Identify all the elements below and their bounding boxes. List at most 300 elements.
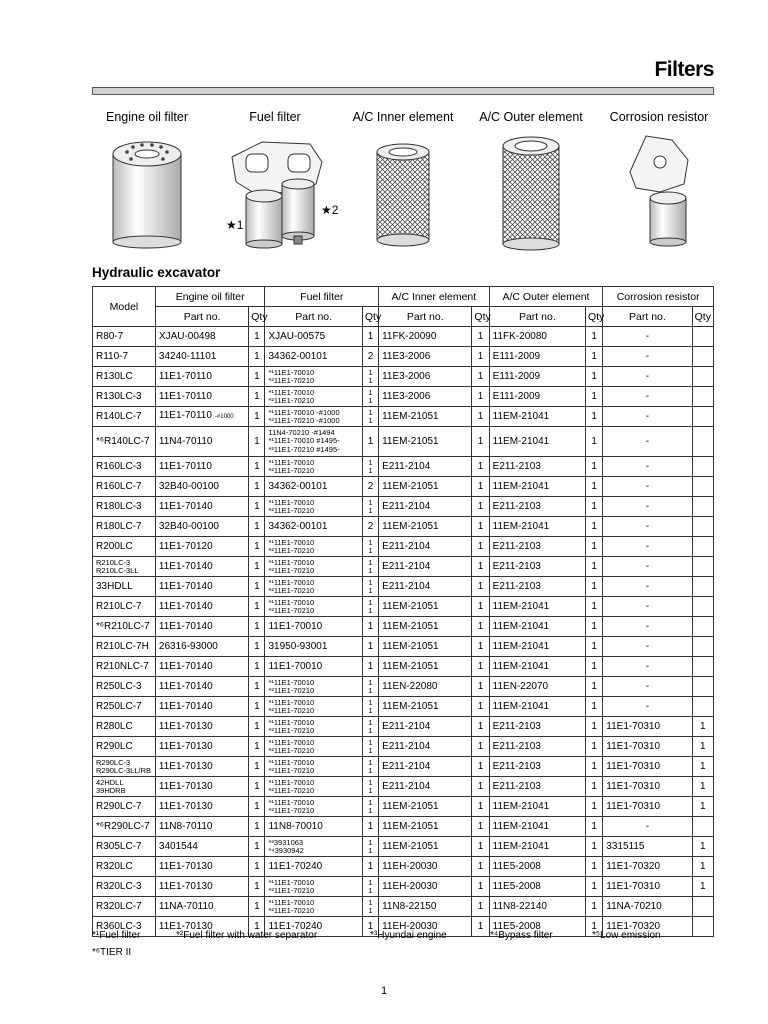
table-row bbox=[93, 797, 714, 817]
cell-model: R305LC-7 bbox=[93, 837, 156, 857]
cell-fuel-part: 34362-00101 bbox=[265, 517, 362, 537]
cell-fuel-qty bbox=[362, 557, 378, 577]
cell-ac-inner-part: 11EM-21051 bbox=[379, 517, 472, 537]
cell-engine-oil-part bbox=[155, 407, 248, 427]
cell-fuel-qty: 1 bbox=[362, 427, 378, 457]
cell-corrosion-qty: 1 bbox=[692, 837, 713, 857]
cell-model: R320LC bbox=[93, 857, 156, 877]
cell-engine-oil-qty: 1 bbox=[249, 577, 265, 597]
cell-corrosion-part: 11E1-70320 bbox=[603, 917, 692, 937]
engine-oil-filter-icon bbox=[113, 142, 181, 248]
cell-model: R320LC-7 bbox=[93, 897, 156, 917]
engine-oil-part-text: 11E1-70130 bbox=[158, 880, 213, 892]
cell-ac-inner-part: 11EM-21051 bbox=[379, 817, 472, 837]
cell-engine-oil-qty: 1 bbox=[249, 817, 265, 837]
cell-engine-oil-qty: 1 bbox=[249, 457, 265, 477]
cell-ac-inner-qty: 1 bbox=[472, 597, 489, 617]
cell-fuel-part-line: *²11E1-70210 bbox=[268, 585, 315, 595]
cell-ac-outer-qty: 1 bbox=[586, 477, 603, 497]
cell-engine-oil-part bbox=[155, 517, 248, 537]
cell-fuel-part-line: *²11E1-70210 bbox=[268, 605, 315, 615]
cell-ac-outer-part: E111-2009 bbox=[489, 347, 585, 367]
cell-fuel-part: 11N8-70010 bbox=[265, 817, 362, 837]
cell-engine-oil-qty: 1 bbox=[249, 677, 265, 697]
cell-fuel-part-line: *¹11E1-70010 bbox=[268, 717, 315, 727]
cell-ac-outer-part: E211-2103 bbox=[489, 537, 585, 557]
engine-oil-part-text: 11E1-70140 bbox=[158, 500, 213, 512]
cell-fuel-part bbox=[265, 537, 362, 557]
cell-ac-inner-qty: 1 bbox=[472, 717, 489, 737]
cell-fuel-qty bbox=[362, 367, 378, 387]
cell-ac-inner-part: E211-2104 bbox=[379, 757, 472, 777]
cell-corrosion-part: - bbox=[603, 517, 692, 537]
header-ac-outer: A/C Outer element bbox=[489, 287, 603, 307]
cell-ac-inner-qty: 1 bbox=[472, 677, 489, 697]
cell-ac-outer-part: 11E5-2008 bbox=[489, 877, 585, 897]
cell-fuel-part bbox=[265, 737, 362, 757]
subheader-qty: Qty bbox=[586, 307, 603, 327]
subheader-qty: Qty bbox=[692, 307, 713, 327]
cell-ac-inner-part: 11EM-21051 bbox=[379, 617, 472, 637]
cell-engine-oil-part bbox=[155, 617, 248, 637]
cell-ac-inner-qty: 1 bbox=[472, 457, 489, 477]
cell-fuel-part bbox=[265, 877, 362, 897]
cell-corrosion-qty bbox=[692, 657, 713, 677]
cell-engine-oil-qty: 1 bbox=[249, 347, 265, 367]
cell-fuel-part-line: *¹11E1-70010 bbox=[268, 387, 315, 397]
table-row bbox=[93, 347, 714, 367]
cell-fuel-part-line: *²11E1-70210 bbox=[268, 805, 315, 815]
cell-corrosion-qty: 1 bbox=[692, 757, 713, 777]
cell-fuel-qty: 1 bbox=[362, 657, 378, 677]
cell-fuel-part-line: *²11E1-70210 bbox=[268, 395, 315, 405]
cell-ac-inner-part: 11E3-2006 bbox=[379, 347, 472, 367]
cell-fuel-qty-line: 1 bbox=[368, 877, 373, 887]
cell-model-line: R290LC-3 bbox=[96, 757, 131, 767]
cell-ac-inner-part: 11EM-21051 bbox=[379, 837, 472, 857]
cell-ac-outer-qty: 1 bbox=[586, 387, 603, 407]
cell-ac-outer-part: 11EM-21041 bbox=[489, 617, 585, 637]
cell-ac-inner-part: E211-2104 bbox=[379, 497, 472, 517]
cell-ac-inner-part: E211-2104 bbox=[379, 577, 472, 597]
cell-fuel-qty-line: 1 bbox=[368, 745, 373, 755]
cell-corrosion-qty bbox=[692, 387, 713, 407]
fuel-mark-2: ★2 bbox=[321, 203, 339, 217]
cell-corrosion-part: 11E1-70310 bbox=[603, 777, 692, 797]
cell-fuel-qty bbox=[362, 497, 378, 517]
cell-fuel-qty bbox=[362, 407, 378, 427]
label-corrosion-resistor: Corrosion resistor bbox=[609, 110, 709, 124]
cell-corrosion-part: - bbox=[603, 457, 692, 477]
cell-fuel-part-line: *¹11E1-70010 bbox=[268, 877, 315, 887]
label-fuel-filter: Fuel filter bbox=[249, 110, 301, 124]
cell-ac-inner-part: 11EM-21051 bbox=[379, 597, 472, 617]
cell-fuel-qty-line: 1 bbox=[368, 407, 373, 417]
header-engine-oil-filter: Engine oil filter bbox=[155, 287, 265, 307]
cell-model: R320LC-3 bbox=[93, 877, 156, 897]
cell-fuel-qty-line: 1 bbox=[368, 597, 373, 607]
cell-ac-inner-part: 11E3-2006 bbox=[379, 387, 472, 407]
cell-ac-outer-part: E211-2103 bbox=[489, 557, 585, 577]
cell-ac-outer-qty: 1 bbox=[586, 837, 603, 857]
cell-fuel-part-line: *²11E1-70210 #1495- bbox=[268, 444, 340, 454]
cell-fuel-part-line: *¹11E1-70010 bbox=[268, 577, 315, 587]
cell-ac-inner-part: E211-2104 bbox=[379, 717, 472, 737]
cell-fuel-qty-line: 1 bbox=[368, 415, 373, 425]
cell-fuel-part-line: *²11E1-70210 bbox=[268, 685, 315, 695]
cell-fuel-part-line: *¹11E1-70010 bbox=[268, 367, 315, 377]
cell-corrosion-qty bbox=[692, 347, 713, 367]
cell-corrosion-qty bbox=[692, 637, 713, 657]
cell-corrosion-part: - bbox=[603, 577, 692, 597]
table-row bbox=[93, 367, 714, 387]
cell-fuel-part-line: *³3931063 bbox=[268, 837, 304, 847]
cell-fuel-part-line: *²11E1-70210 bbox=[268, 545, 315, 555]
cell-fuel-qty bbox=[362, 777, 378, 797]
subheader-part-no: Part no. bbox=[379, 307, 472, 327]
subheader-part-no: Part no. bbox=[603, 307, 692, 327]
cell-ac-outer-part: E211-2103 bbox=[489, 757, 585, 777]
cell-fuel-qty: 1 bbox=[362, 617, 378, 637]
table-row bbox=[93, 577, 714, 597]
cell-fuel-qty-line: 1 bbox=[368, 577, 373, 587]
cell-ac-inner-qty: 1 bbox=[472, 737, 489, 757]
cell-engine-oil-part bbox=[155, 347, 248, 367]
cell-engine-oil-part bbox=[155, 897, 248, 917]
cell-ac-outer-part: 11EM-21041 bbox=[489, 797, 585, 817]
parts-table bbox=[92, 286, 714, 937]
cell-ac-inner-part: 11EM-21051 bbox=[379, 657, 472, 677]
cell-corrosion-part: - bbox=[603, 347, 692, 367]
cell-ac-outer-qty: 1 bbox=[586, 877, 603, 897]
cell-engine-oil-qty: 1 bbox=[249, 757, 265, 777]
cell-ac-outer-part: 11E5-2008 bbox=[489, 917, 585, 937]
cell-corrosion-part: 11E1-70310 bbox=[603, 877, 692, 897]
engine-oil-part-text: 11E1-70140 bbox=[158, 660, 213, 672]
cell-corrosion-part: 11E1-70310 bbox=[603, 717, 692, 737]
table-row bbox=[93, 857, 714, 877]
cell-fuel-part bbox=[265, 797, 362, 817]
cell-fuel-part-line: *²11E1-70210 -#1000 bbox=[268, 415, 340, 425]
cell-model: R210NLC-7 bbox=[93, 657, 156, 677]
cell-corrosion-part: - bbox=[603, 637, 692, 657]
cell-engine-oil-qty: 1 bbox=[249, 427, 265, 457]
footnote-3: *³Hyundai engine bbox=[370, 930, 447, 941]
cell-engine-oil-part bbox=[155, 577, 248, 597]
cell-model: R250LC-3 bbox=[93, 677, 156, 697]
cell-model bbox=[93, 777, 156, 797]
cell-ac-outer-qty: 1 bbox=[586, 657, 603, 677]
cell-ac-outer-part: E211-2103 bbox=[489, 737, 585, 757]
cell-engine-oil-qty: 1 bbox=[249, 597, 265, 617]
page-title: Filters bbox=[654, 58, 714, 81]
cell-model: R180LC-7 bbox=[93, 517, 156, 537]
cell-ac-outer-qty: 1 bbox=[586, 347, 603, 367]
cell-fuel-part-line: *¹11E1-70010 -#1000 bbox=[268, 407, 340, 417]
cell-fuel-qty-line: 1 bbox=[368, 737, 373, 747]
cell-engine-oil-qty: 1 bbox=[249, 877, 265, 897]
table-row bbox=[93, 597, 714, 617]
cell-fuel-qty bbox=[362, 877, 378, 897]
cell-fuel-qty-line: 1 bbox=[368, 845, 373, 855]
cell-corrosion-qty bbox=[692, 557, 713, 577]
cell-engine-oil-part bbox=[155, 817, 248, 837]
cell-ac-outer-part: 11EN-22070 bbox=[489, 677, 585, 697]
cell-fuel-part bbox=[265, 457, 362, 477]
table-row bbox=[93, 777, 714, 797]
cell-ac-inner-part: 11EH-20030 bbox=[379, 877, 472, 897]
cell-corrosion-part: 11NA-70210 bbox=[603, 897, 692, 917]
cell-fuel-qty bbox=[362, 677, 378, 697]
cell-ac-inner-part: E211-2104 bbox=[379, 537, 472, 557]
subheader-qty: Qty bbox=[362, 307, 378, 327]
cell-engine-oil-part bbox=[155, 797, 248, 817]
cell-fuel-qty-line: 1 bbox=[368, 885, 373, 895]
cell-corrosion-qty bbox=[692, 597, 713, 617]
cell-fuel-qty-line: 1 bbox=[368, 395, 373, 405]
cell-engine-oil-part bbox=[155, 677, 248, 697]
corrosion-resistor-icon bbox=[630, 136, 688, 246]
cell-fuel-part-line: *¹11E1-70010 bbox=[268, 537, 315, 547]
cell-fuel-qty-line: 1 bbox=[368, 605, 373, 615]
cell-corrosion-qty bbox=[692, 917, 713, 937]
section-title: Hydraulic excavator bbox=[92, 265, 221, 280]
cell-fuel-qty: 2 bbox=[362, 477, 378, 497]
label-engine-oil-filter: Engine oil filter bbox=[106, 110, 188, 124]
cell-fuel-part bbox=[265, 597, 362, 617]
cell-engine-oil-qty: 1 bbox=[249, 557, 265, 577]
cell-fuel-part-line: *²11E1-70210 bbox=[268, 725, 315, 735]
cell-fuel-part bbox=[265, 387, 362, 407]
engine-oil-part-text: 26316-93000 bbox=[158, 640, 218, 652]
cell-fuel-qty bbox=[362, 737, 378, 757]
cell-corrosion-qty: 1 bbox=[692, 857, 713, 877]
cell-fuel-qty: 1 bbox=[362, 817, 378, 837]
cell-ac-inner-qty: 1 bbox=[472, 617, 489, 637]
cell-fuel-part bbox=[265, 697, 362, 717]
cell-ac-inner-qty: 1 bbox=[472, 817, 489, 837]
cell-ac-inner-part: 11E3-2006 bbox=[379, 367, 472, 387]
cell-ac-outer-qty: 1 bbox=[586, 677, 603, 697]
cell-fuel-qty bbox=[362, 697, 378, 717]
cell-fuel-part-line: *²11E1-70210 bbox=[268, 885, 315, 895]
cell-fuel-qty: 2 bbox=[362, 517, 378, 537]
label-ac-outer: A/C Outer element bbox=[479, 110, 583, 124]
cell-ac-outer-qty: 1 bbox=[586, 757, 603, 777]
cell-ac-inner-part: 11EM-21051 bbox=[379, 637, 472, 657]
cell-ac-outer-part: 11EM-21041 bbox=[489, 407, 585, 427]
cell-corrosion-part: 11E1-70310 bbox=[603, 797, 692, 817]
cell-ac-inner-qty: 1 bbox=[472, 837, 489, 857]
cell-engine-oil-part bbox=[155, 597, 248, 617]
cell-fuel-part: 31950-93001 bbox=[265, 637, 362, 657]
cell-fuel-part bbox=[265, 577, 362, 597]
table-row bbox=[93, 407, 714, 427]
cell-fuel-part bbox=[265, 897, 362, 917]
cell-ac-outer-part: E211-2103 bbox=[489, 717, 585, 737]
cell-model: R80-7 bbox=[93, 327, 156, 347]
cell-corrosion-part: 11E1-70310 bbox=[603, 757, 692, 777]
cell-engine-oil-qty: 1 bbox=[249, 697, 265, 717]
engine-oil-part-text: 11E1-70130 bbox=[158, 920, 213, 932]
cell-fuel-qty-line: 1 bbox=[368, 705, 373, 715]
cell-ac-outer-qty: 1 bbox=[586, 857, 603, 877]
cell-fuel-part-line: *¹11E1-70010 bbox=[268, 457, 315, 467]
cell-engine-oil-part bbox=[155, 387, 248, 407]
cell-corrosion-part: 11E1-70310 bbox=[603, 737, 692, 757]
cell-fuel-part: 11E1-70240 bbox=[265, 857, 362, 877]
cell-ac-outer-qty: 1 bbox=[586, 327, 603, 347]
table-row bbox=[93, 817, 714, 837]
cell-ac-inner-part: 11EH-20030 bbox=[379, 917, 472, 937]
cell-engine-oil-qty: 1 bbox=[249, 897, 265, 917]
cell-fuel-qty-line: 1 bbox=[368, 765, 373, 775]
table-row bbox=[93, 737, 714, 757]
cell-fuel-qty-line: 1 bbox=[368, 505, 373, 515]
cell-fuel-qty bbox=[362, 797, 378, 817]
cell-ac-outer-qty: 1 bbox=[586, 897, 603, 917]
cell-fuel-part-line: *¹11E1-70010 bbox=[268, 737, 315, 747]
cell-ac-inner-qty: 1 bbox=[472, 427, 489, 457]
cell-corrosion-qty bbox=[692, 517, 713, 537]
fuel-mark-1: ★1 bbox=[226, 218, 244, 232]
cell-engine-oil-qty: 1 bbox=[249, 407, 265, 427]
cell-fuel-qty bbox=[362, 837, 378, 857]
cell-fuel-part-line: *¹11E1-70010 #1495- bbox=[268, 436, 340, 446]
cell-fuel-qty bbox=[362, 597, 378, 617]
cell-ac-inner-qty: 1 bbox=[472, 697, 489, 717]
cell-ac-outer-qty: 1 bbox=[586, 617, 603, 637]
table-row bbox=[93, 877, 714, 897]
cell-ac-inner-part: E211-2104 bbox=[379, 557, 472, 577]
cell-corrosion-qty bbox=[692, 427, 713, 457]
cell-ac-outer-part: 11EM-21041 bbox=[489, 657, 585, 677]
table-row bbox=[93, 427, 714, 457]
cell-fuel-part bbox=[265, 407, 362, 427]
cell-fuel-qty-line: 1 bbox=[368, 757, 373, 767]
cell-engine-oil-part bbox=[155, 837, 248, 857]
cell-ac-inner-qty: 1 bbox=[472, 637, 489, 657]
cell-fuel-qty bbox=[362, 717, 378, 737]
header-fuel-filter: Fuel filter bbox=[265, 287, 379, 307]
cell-fuel-part-line: *¹11E1-70010 bbox=[268, 597, 315, 607]
table-row bbox=[93, 637, 714, 657]
cell-fuel-part-line: *¹11E1-70010 bbox=[268, 557, 315, 567]
cell-ac-inner-qty: 1 bbox=[472, 517, 489, 537]
cell-fuel-qty-line: 1 bbox=[368, 725, 373, 735]
cell-engine-oil-qty: 1 bbox=[249, 797, 265, 817]
cell-fuel-part-line: *¹11E1-70010 bbox=[268, 697, 315, 707]
table-row bbox=[93, 837, 714, 857]
cell-fuel-part-line: *²11E1-70210 bbox=[268, 905, 315, 915]
cell-ac-outer-qty: 1 bbox=[586, 817, 603, 837]
cell-ac-inner-part: 11EM-21051 bbox=[379, 407, 472, 427]
cell-ac-inner-qty: 1 bbox=[472, 657, 489, 677]
cell-ac-outer-qty: 1 bbox=[586, 577, 603, 597]
cell-ac-outer-part: 11EM-21041 bbox=[489, 837, 585, 857]
engine-oil-part-text: 11E1-70110 bbox=[158, 370, 212, 382]
cell-fuel-part-line: *²11E1-70210 bbox=[268, 375, 315, 385]
cell-fuel-qty-line: 1 bbox=[368, 685, 373, 695]
table-row bbox=[93, 497, 714, 517]
cell-fuel-part-line: *¹11E1-70010 bbox=[268, 897, 315, 907]
cell-model: R290LC-7 bbox=[93, 797, 156, 817]
cell-corrosion-part: - bbox=[603, 407, 692, 427]
engine-oil-part-text: 32B40-00100 bbox=[158, 520, 219, 532]
cell-fuel-part-line: *²11E1-70210 bbox=[268, 565, 315, 575]
cell-ac-inner-qty: 1 bbox=[472, 917, 489, 937]
cell-ac-outer-part: 11EM-21041 bbox=[489, 517, 585, 537]
cell-fuel-part-line: *²11E1-70210 bbox=[268, 505, 315, 515]
cell-ac-outer-qty: 1 bbox=[586, 917, 603, 937]
cell-ac-inner-part: 11EM-21051 bbox=[379, 797, 472, 817]
engine-oil-part-text: 11E1-70140 bbox=[158, 600, 213, 612]
cell-ac-inner-qty: 1 bbox=[472, 327, 489, 347]
image-labels bbox=[0, 110, 768, 128]
cell-corrosion-part: 11E1-70320 bbox=[603, 857, 692, 877]
cell-engine-oil-part bbox=[155, 737, 248, 757]
cell-model bbox=[93, 757, 156, 777]
cell-fuel-part: 34362-00101 bbox=[265, 477, 362, 497]
cell-model bbox=[93, 557, 156, 577]
cell-ac-inner-part: 11N8-22150 bbox=[379, 897, 472, 917]
cell-corrosion-part: - bbox=[603, 427, 692, 457]
cell-ac-outer-qty: 1 bbox=[586, 367, 603, 387]
cell-engine-oil-qty: 1 bbox=[249, 737, 265, 757]
cell-ac-inner-qty: 1 bbox=[472, 797, 489, 817]
cell-fuel-part bbox=[265, 367, 362, 387]
engine-oil-part-text: 11E1-70110 bbox=[158, 390, 212, 402]
cell-engine-oil-qty: 1 bbox=[249, 367, 265, 387]
cell-corrosion-qty bbox=[692, 577, 713, 597]
cell-corrosion-qty bbox=[692, 327, 713, 347]
cell-engine-oil-part bbox=[155, 637, 248, 657]
cell-ac-outer-qty: 1 bbox=[586, 797, 603, 817]
cell-corrosion-part: - bbox=[603, 617, 692, 637]
cell-engine-oil-qty: 1 bbox=[249, 837, 265, 857]
cell-ac-outer-qty: 1 bbox=[586, 407, 603, 427]
cell-corrosion-qty bbox=[692, 407, 713, 427]
cell-fuel-qty: 1 bbox=[362, 637, 378, 657]
cell-ac-outer-part: 11EM-21041 bbox=[489, 477, 585, 497]
header-ac-inner: A/C Inner element bbox=[379, 287, 490, 307]
table-row bbox=[93, 717, 714, 737]
engine-oil-part-text: 11E1-70140 bbox=[158, 620, 213, 632]
cell-corrosion-qty bbox=[692, 817, 713, 837]
cell-fuel-part bbox=[265, 717, 362, 737]
cell-fuel-part-line: *⁴3930942 bbox=[268, 845, 304, 855]
engine-oil-part-text: 11E1-70130 bbox=[158, 860, 213, 872]
cell-corrosion-qty: 1 bbox=[692, 777, 713, 797]
cell-model: *⁶R140LC-7 bbox=[93, 427, 156, 457]
table-row bbox=[93, 537, 714, 557]
cell-fuel-qty-line: 1 bbox=[368, 585, 373, 595]
engine-oil-part-text: 34240-11101 bbox=[158, 350, 217, 362]
cell-corrosion-part: - bbox=[603, 597, 692, 617]
cell-ac-inner-part: E211-2104 bbox=[379, 737, 472, 757]
cell-fuel-qty-line: 1 bbox=[368, 367, 373, 377]
cell-ac-outer-qty: 1 bbox=[586, 427, 603, 457]
cell-engine-oil-part bbox=[155, 757, 248, 777]
cell-model-line: 42HDLL bbox=[96, 777, 124, 787]
cell-engine-oil-part bbox=[155, 697, 248, 717]
cell-fuel-qty: 1 bbox=[362, 327, 378, 347]
cell-fuel-qty-line: 1 bbox=[368, 565, 373, 575]
engine-oil-part-text: 11N4-70110 bbox=[158, 435, 213, 447]
engine-oil-part-text: 11E1-70130 bbox=[158, 720, 213, 732]
table-row bbox=[93, 697, 714, 717]
cell-engine-oil-part bbox=[155, 657, 248, 677]
